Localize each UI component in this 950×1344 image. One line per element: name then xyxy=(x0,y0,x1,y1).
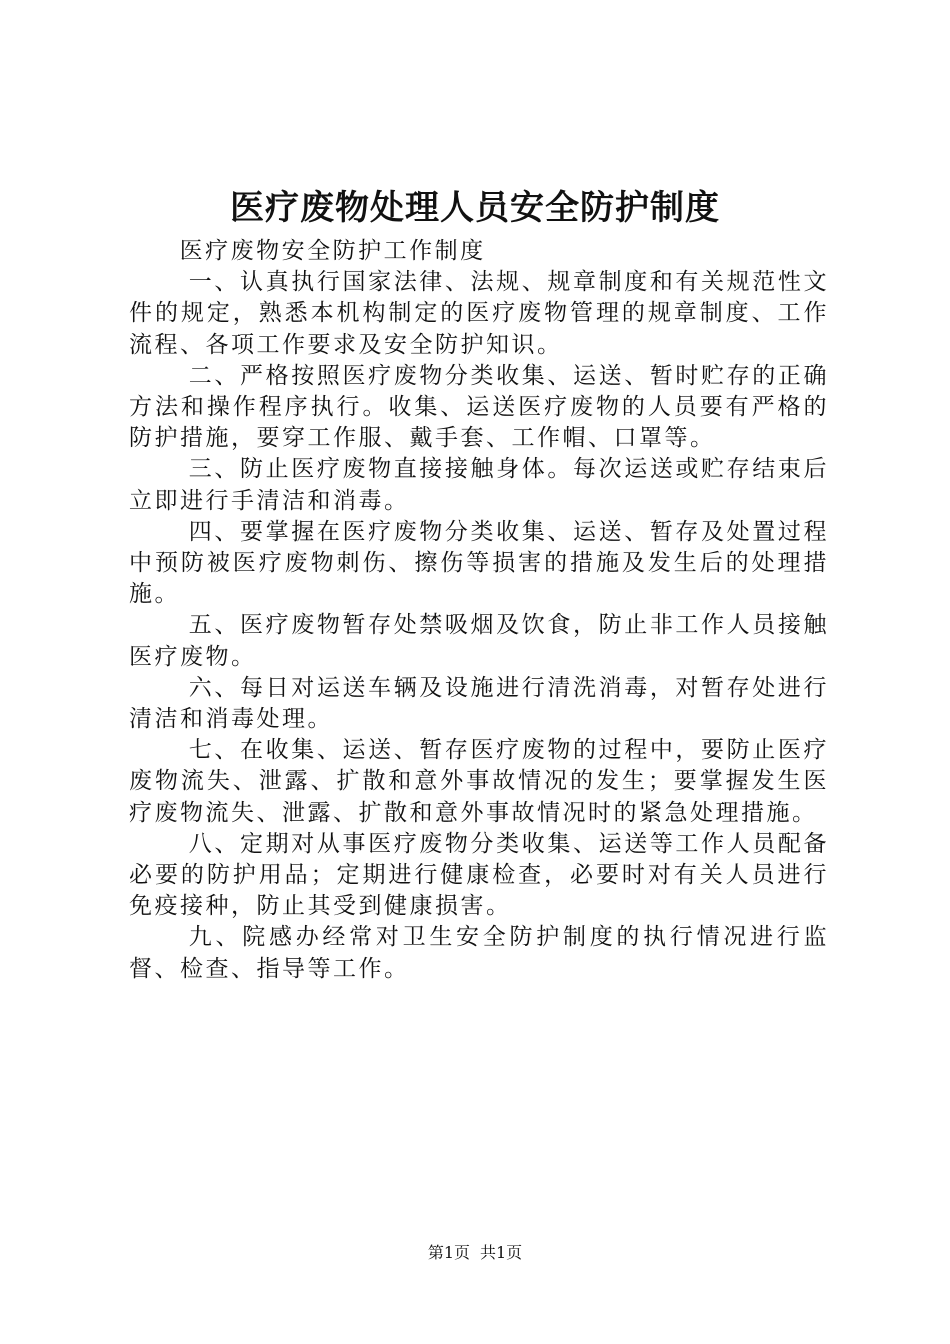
page-footer xyxy=(0,1243,950,1263)
page-title: 医疗废物处理人员安全防护制度 xyxy=(230,188,720,228)
paragraph-2: 二、严格按照医疗废物分类收集、运送、暂时贮存的正确方法和操作程序执行。收集、运送医疗废物的人员要有严格的防护措施，要穿工作服、戴手套、工作帽、口罩等。 xyxy=(129,362,829,452)
paragraph-7: 七、在收集、运送、暂存医疗废物的过程中，要防止医疗废物流失、泄露、扩散和意外事故情况的发生；要掌握发生医疗废物流失、泄露、扩散和意外事故情况时的紧急处理措施。 xyxy=(129,737,829,826)
paragraph-1: 一、认真执行国家法律、法规、规章制度和有关规范性文件的规定，熟悉本机构制定的医疗废物管理的规章制度、工作流程、各项工作要求及安全防护知识。 xyxy=(129,269,829,358)
paragraph-5: 五、医疗废物暂存处禁吸烟及饮食，防止非工作人员接触医疗废物。 xyxy=(129,612,829,670)
document-body xyxy=(129,236,829,985)
paragraph-3: 三、防止医疗废物直接接触身体。每次运送或贮存结束后立即进行手清洁和消毒。 xyxy=(129,456,829,514)
page-count: 共1页 xyxy=(480,1243,523,1262)
paragraph-8: 八、定期对从事医疗废物分类收集、运送等工作人员配备必要的防护用品；定期进行健康检查，必要时对有关人员进行免疫接种，防止其受到健康损害。 xyxy=(129,830,829,920)
document-subtitle: 医疗废物安全防护工作制度 xyxy=(179,238,486,264)
paragraph-4: 四、要掌握在医疗废物分类收集、运送、暂存及处置过程中预防被医疗废物刺伤、擦伤等损害的措施及发生后的处理措施。 xyxy=(129,518,829,608)
page-number: 第1页 xyxy=(427,1243,470,1262)
paragraph-9: 九、院感办经常对卫生安全防护制度的执行情况进行监督、检查、指导等工作。 xyxy=(129,924,829,982)
paragraph-6: 六、每日对运送车辆及设施进行清洗消毒，对暂存处进行清洁和消毒处理。 xyxy=(129,674,829,733)
